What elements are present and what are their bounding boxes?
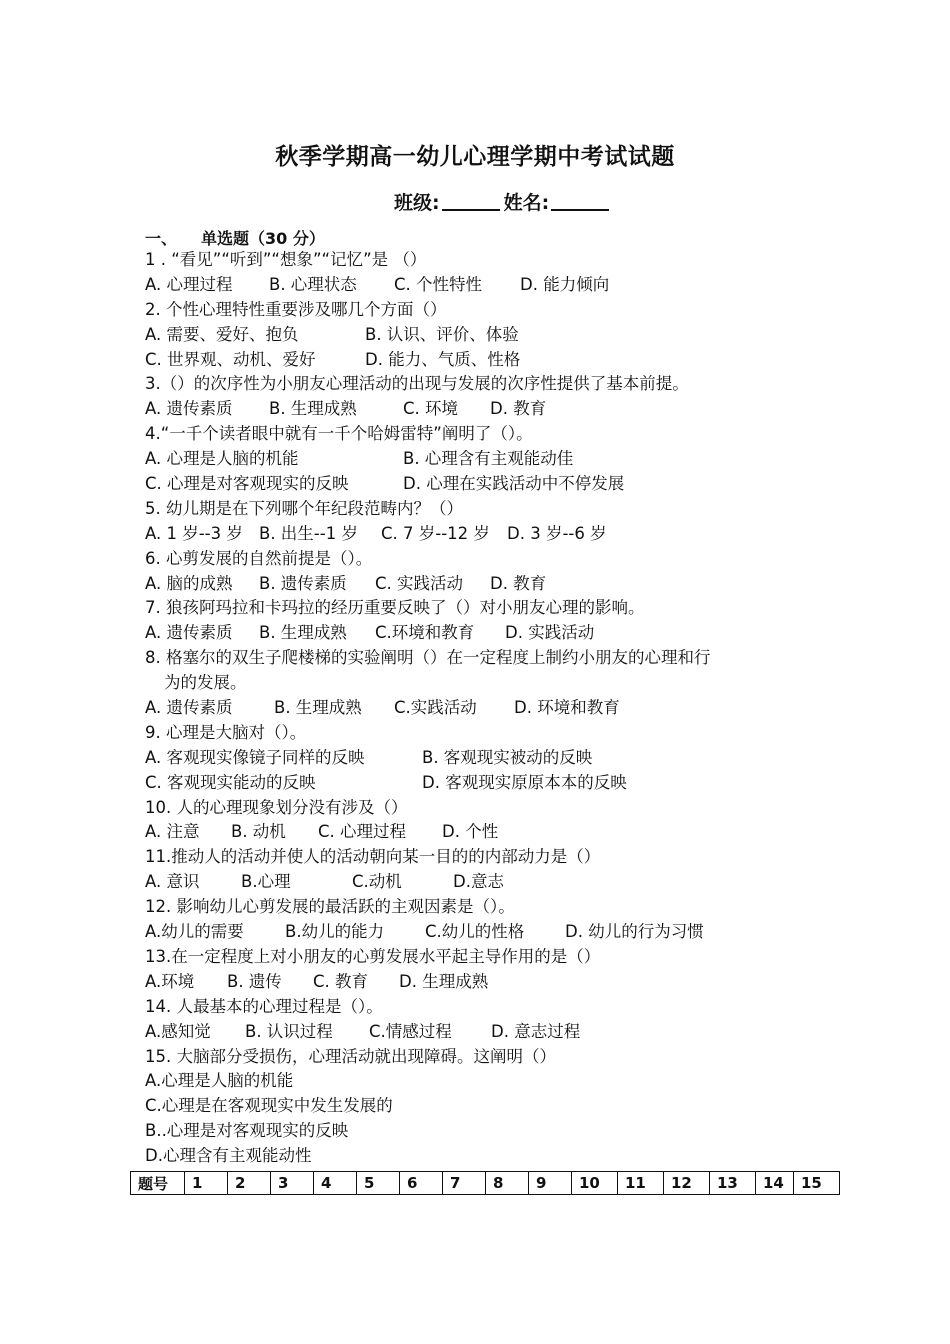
option: A. 注意 bbox=[145, 822, 200, 842]
option-row bbox=[145, 970, 845, 995]
option: A.感知觉 bbox=[145, 1021, 211, 1041]
question-number-cell: 4 bbox=[314, 1172, 357, 1195]
question-number-cell: 15 bbox=[794, 1172, 840, 1195]
option: C. 7 岁--12 岁 bbox=[381, 523, 490, 543]
option: D. 心理在实践活动中不停发展 bbox=[403, 474, 625, 494]
option-row bbox=[145, 820, 845, 845]
question-number-cell: 5 bbox=[357, 1172, 400, 1195]
question-stem: 2. 个性心理特性重要涉及哪几个方面（） bbox=[145, 299, 447, 319]
option-line: C.心理是在客观现实中发生发展的 bbox=[145, 1096, 393, 1116]
option: B. 遗传 bbox=[227, 971, 282, 991]
question-stem: 12. 影响幼儿心剪发展的最活跃的主观因素是（）。 bbox=[145, 897, 515, 917]
option-row bbox=[145, 771, 845, 796]
option: D. 实践活动 bbox=[505, 623, 595, 643]
option: C. 世界观、动机、爱好 bbox=[145, 349, 316, 369]
question-number-cell: 10 bbox=[572, 1172, 618, 1195]
option: B.心理 bbox=[241, 872, 291, 892]
option: B. 心理含有主观能动佳 bbox=[403, 449, 574, 469]
exam-title: 秋季学期高一幼儿心理学期中考试试题 bbox=[275, 144, 675, 170]
question-stem: 9. 心理是大脑对（）。 bbox=[145, 722, 307, 742]
question-stem: 6. 心剪发展的自然前提是（）。 bbox=[145, 548, 373, 568]
option: D. 能力倾向 bbox=[520, 274, 610, 294]
section-title: 单选题（30 分） bbox=[201, 229, 325, 248]
option-row bbox=[145, 323, 845, 348]
answer-table-header: 题号 bbox=[131, 1172, 185, 1195]
question-number-cell: 12 bbox=[664, 1172, 710, 1195]
option: C.动机 bbox=[352, 872, 402, 892]
option: B. 认识、评价、体验 bbox=[365, 324, 519, 344]
option: B. 客观现实被动的反映 bbox=[422, 747, 593, 767]
option-row bbox=[145, 472, 845, 497]
question-number-cell: 7 bbox=[443, 1172, 486, 1195]
option: A.幼儿的需要 bbox=[145, 922, 244, 942]
option: C. 教育 bbox=[313, 971, 369, 991]
name-blank bbox=[551, 189, 609, 211]
question-stem: 4.“一千个读者眼中就有一千个哈姆雷特”阐明了（）。 bbox=[145, 424, 533, 444]
question-number-cell: 1 bbox=[185, 1172, 228, 1195]
option: D. 能力、气质、性格 bbox=[365, 349, 521, 369]
question-number-cell: 3 bbox=[271, 1172, 314, 1195]
option: A. 遗传素质 bbox=[145, 698, 233, 718]
class-name-line bbox=[394, 188, 613, 215]
option: D. 客观现实原原本本的反映 bbox=[422, 772, 627, 792]
option: A. 心理过程 bbox=[145, 274, 233, 294]
section-number: 一、 bbox=[145, 229, 178, 248]
option: D. 生理成熟 bbox=[399, 971, 489, 991]
section-heading bbox=[145, 226, 325, 249]
option: A. 遗传素质 bbox=[145, 399, 233, 419]
option-line: D.心理含有主观能动性 bbox=[145, 1146, 312, 1166]
option: D. 幼儿的行为习惯 bbox=[565, 922, 704, 942]
option: B. 动机 bbox=[231, 822, 286, 842]
option: A. 心理是人脑的机能 bbox=[145, 449, 299, 469]
question-list bbox=[145, 248, 845, 1169]
option-row bbox=[145, 746, 845, 771]
option: A. 脑的成熟 bbox=[145, 573, 233, 593]
option: D. 教育 bbox=[490, 399, 547, 419]
option-row bbox=[145, 348, 845, 373]
class-label: 班级: bbox=[394, 192, 440, 214]
question-stem: 14. 人最基本的心理过程是（）。 bbox=[145, 996, 383, 1016]
option-row bbox=[145, 920, 845, 945]
option-line: A.心理是人脑的机能 bbox=[145, 1071, 294, 1091]
question-number-cell: 13 bbox=[710, 1172, 756, 1195]
answer-table bbox=[130, 1171, 840, 1195]
option-row bbox=[145, 522, 845, 547]
question-stem: 10. 人的心理现象划分没有涉及（） bbox=[145, 797, 408, 817]
option: A. 1 岁--3 岁 bbox=[145, 523, 243, 543]
question-stem: 13.在一定程度上对小朋友的心剪发展水平起主导作用的是（） bbox=[145, 946, 601, 966]
option: D. 3 岁--6 岁 bbox=[507, 523, 607, 543]
option: C. 心理过程 bbox=[318, 822, 407, 842]
option-row bbox=[145, 621, 845, 646]
option: B.幼儿的能力 bbox=[285, 922, 385, 942]
option: C. 个性特性 bbox=[394, 274, 483, 294]
question-stem: 8. 格塞尔的双生子爬楼梯的实验阐明（）在一定程度上制约小朋友的心理和行 bbox=[145, 648, 711, 668]
option: C. 客观现实能动的反映 bbox=[145, 772, 316, 792]
option: C. 环境 bbox=[403, 399, 459, 419]
question-stem: 15. 大脑部分受损伤，心理活动就出现障碍。这阐明（） bbox=[145, 1046, 556, 1066]
option: D. 意志过程 bbox=[491, 1021, 581, 1041]
option: D. 教育 bbox=[490, 573, 547, 593]
question-stem-continued: 为的发展。 bbox=[164, 673, 247, 693]
question-number-cell: 8 bbox=[486, 1172, 529, 1195]
option: B. 出生--1 岁 bbox=[259, 523, 358, 543]
option: B. 生理成熟 bbox=[259, 623, 347, 643]
option: A. 意识 bbox=[145, 872, 200, 892]
option: B. 遗传素质 bbox=[259, 573, 347, 593]
option: D.意志 bbox=[453, 872, 504, 892]
option: A. 遗传素质 bbox=[145, 623, 233, 643]
question-stem: 5. 幼儿期是在下列哪个年纪段范畴内？（） bbox=[145, 498, 463, 518]
option: D. 环境和教育 bbox=[514, 698, 620, 718]
option: B. 生理成熟 bbox=[269, 399, 357, 419]
option-row bbox=[145, 870, 845, 895]
option: A.环境 bbox=[145, 971, 195, 991]
question-stem: 11.推动人的活动并使人的活动朝向某一目的的内部动力是（） bbox=[145, 847, 601, 867]
option: B. 心理状态 bbox=[269, 274, 357, 294]
option-row bbox=[145, 273, 845, 298]
option: D. 个性 bbox=[442, 822, 499, 842]
option: A. 客观现实像镜子同样的反映 bbox=[145, 747, 365, 767]
option-row bbox=[145, 1020, 845, 1045]
question-number-cell: 9 bbox=[529, 1172, 572, 1195]
option: B. 认识过程 bbox=[245, 1021, 333, 1041]
option-line: B..心理是对客观现实的反映 bbox=[145, 1121, 349, 1141]
option: C.幼儿的性格 bbox=[425, 922, 525, 942]
question-stem: 7. 狼孩阿玛拉和卡玛拉的经历重要反映了（）对小朋友心理的影响。 bbox=[145, 598, 645, 618]
option-row bbox=[145, 572, 845, 597]
option-row bbox=[145, 447, 845, 472]
option-row bbox=[145, 696, 845, 721]
option: C.实践活动 bbox=[394, 698, 477, 718]
option-row bbox=[145, 397, 845, 422]
option: A. 需要、爱好、抱负 bbox=[145, 324, 299, 344]
option: C. 实践活动 bbox=[375, 573, 464, 593]
name-label: 姓名: bbox=[503, 192, 550, 214]
question-stem: 1 . “看见”“听到”“想象”“记忆”是 （） bbox=[145, 250, 427, 269]
option: C. 心理是对客观现实的反映 bbox=[145, 474, 349, 494]
question-number-cell: 11 bbox=[618, 1172, 664, 1195]
option: C.环境和教育 bbox=[375, 623, 475, 643]
answer-table-header-row bbox=[131, 1172, 840, 1195]
option: B. 生理成熟 bbox=[274, 698, 362, 718]
option: C.情感过程 bbox=[369, 1021, 452, 1041]
question-number-cell: 6 bbox=[400, 1172, 443, 1195]
question-number-cell: 14 bbox=[756, 1172, 794, 1195]
question-stem: 3.（）的次序性为小朋友心理活动的出现与发展的次序性提供了基本前提。 bbox=[145, 374, 689, 394]
class-blank bbox=[442, 189, 500, 211]
question-number-cell: 2 bbox=[228, 1172, 271, 1195]
